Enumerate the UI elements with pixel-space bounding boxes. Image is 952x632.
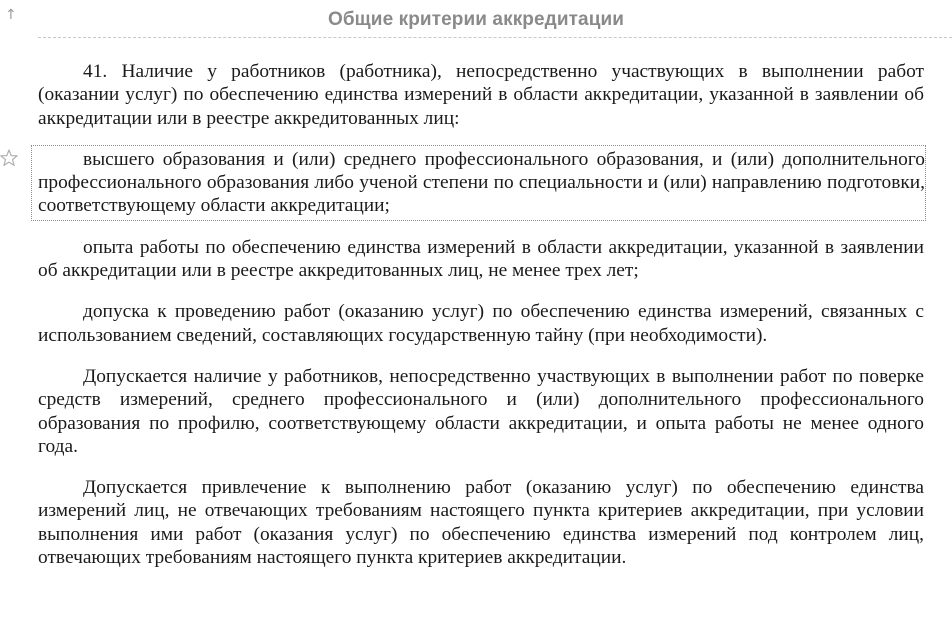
paragraph-verification-exception[interactable]: Допускается наличие у работников, непосредственно участвующих в выполнении работ по поверке средств измерений, среднего профессионального и (или) дополнительного профессионального образования по профилю, соответствующему области аккредитации, и опыта работы не менее одного года. xyxy=(38,365,924,457)
paragraph-item-41[interactable]: 41. Наличие у работников (работника), непосредственно участвующих в выполнении работ (оказании услуг) по обеспечению единства измерений в области аккредитации, указанной в заявлении об аккредитации или в реестре аккредитованных лиц: xyxy=(38,61,924,129)
paragraph-clearance-requirement[interactable]: допуска к проведению работ (оказанию услуг) по обеспечению единства измерений, связанных с использованием сведений, составляющих государственную тайну (при необходимости). xyxy=(38,301,924,346)
paragraph-education-requirement[interactable]: высшего образования и (или) среднего профессионального образования, и (или) дополнительного профессионального образования либо ученой степени по специальности и (или) направлению подготовки, соответствующему области аккредитации; xyxy=(32,146,925,220)
section-title: Общие критерии аккредитации xyxy=(327,9,625,30)
paragraph-supervision-exception[interactable]: Допускается привлечение к выполнению работ (оказанию услуг) по обеспечению единства измерений лиц, не отвечающих требованиям настоящего пункта критериев аккредитации, при условии выполнения ими работ (оказания услуг) по обеспечению единства измерений под контролем лиц, отвечающих требованиям настоящего пункта критериев аккредитации. xyxy=(38,477,924,569)
document-body xyxy=(38,58,924,585)
arrow-up-icon[interactable]: ↑ xyxy=(5,7,17,23)
section-header xyxy=(0,0,952,38)
star-outline-icon[interactable] xyxy=(0,148,19,168)
paragraph-experience-requirement[interactable]: опыта работы по обеспечению единства измерений в области аккредитации, указанной в заявлении об аккредитации или в реестре аккредитованных лиц, не менее трех лет; xyxy=(38,236,924,282)
header-divider xyxy=(38,37,952,38)
star-outline-icon-graphic xyxy=(0,148,19,168)
